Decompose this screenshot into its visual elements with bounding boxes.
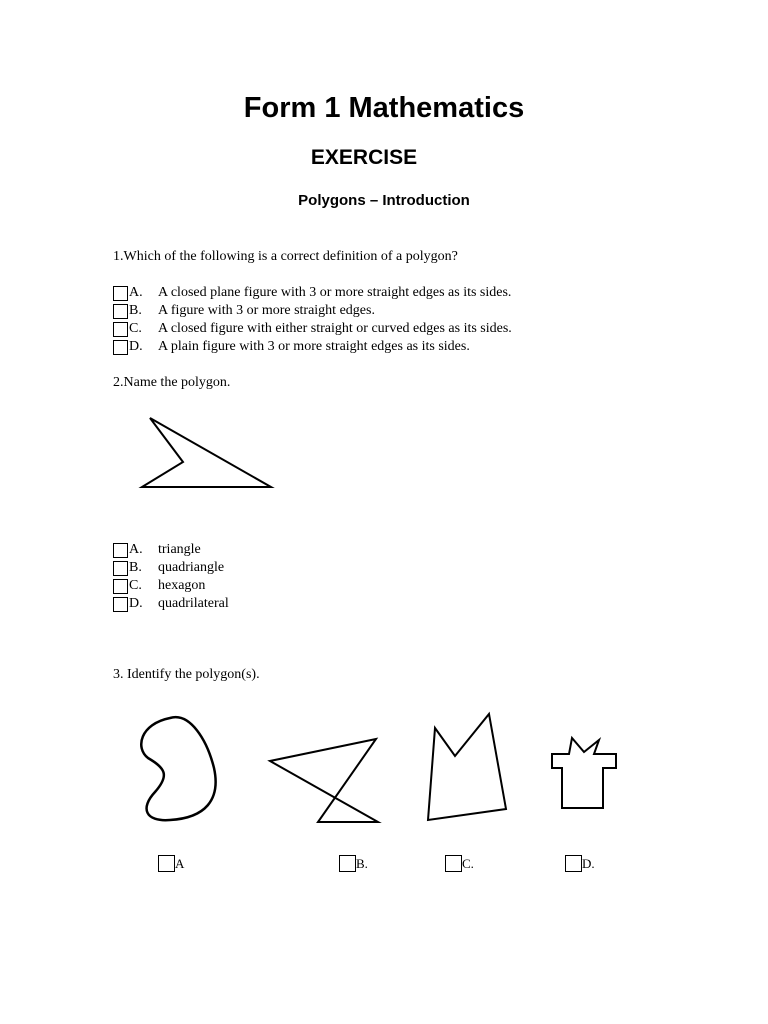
checkbox[interactable] bbox=[113, 340, 128, 355]
checkbox[interactable] bbox=[339, 855, 356, 872]
checkbox[interactable] bbox=[113, 597, 128, 612]
q3-figure-d-shirt-shape bbox=[552, 738, 616, 808]
option-text: A figure with 3 or more straight edges. bbox=[158, 303, 375, 318]
option-letter: B. bbox=[129, 560, 142, 575]
option-text: A plain figure with 3 or more straight edges as its sides. bbox=[158, 339, 470, 354]
q2-option-b[interactable] bbox=[113, 559, 229, 577]
q2-polygon-figure bbox=[142, 418, 271, 487]
question-1-options bbox=[113, 284, 512, 356]
topic-heading: Polygons – Introduction bbox=[298, 192, 470, 209]
option-text: hexagon bbox=[158, 578, 206, 593]
checkbox[interactable] bbox=[445, 855, 462, 872]
option-letter: C. bbox=[129, 578, 142, 593]
option-text: quadriangle bbox=[158, 560, 225, 575]
checkbox[interactable] bbox=[113, 286, 128, 301]
option-text: triangle bbox=[158, 542, 201, 557]
checkbox[interactable] bbox=[113, 561, 128, 576]
option-letter: D. bbox=[582, 855, 595, 871]
checkbox[interactable] bbox=[113, 579, 128, 594]
option-letter: C. bbox=[129, 321, 142, 336]
question-2-options bbox=[113, 541, 229, 613]
option-text: quadrilateral bbox=[158, 596, 229, 611]
option-letter: A bbox=[175, 855, 185, 871]
question-3-text: 3. Identify the polygon(s). bbox=[113, 667, 260, 682]
option-letter: A. bbox=[129, 542, 143, 557]
question-2-text: 2.Name the polygon. bbox=[113, 375, 231, 390]
exercise-heading: EXERCISE bbox=[310, 146, 418, 169]
option-letter: B. bbox=[129, 303, 142, 318]
q3-figure-a-curved-shape bbox=[141, 717, 215, 820]
question-1-text: 1.Which of the following is a correct definition of a polygon? bbox=[113, 249, 458, 264]
option-letter: A. bbox=[129, 285, 143, 300]
option-letter: D. bbox=[129, 596, 143, 611]
q1-option-b[interactable] bbox=[113, 302, 512, 320]
q2-option-c[interactable] bbox=[113, 577, 229, 595]
option-text: A closed figure with either straight or curved edges as its sides. bbox=[158, 321, 512, 336]
q3-option-a[interactable] bbox=[158, 855, 184, 872]
q3-option-d[interactable] bbox=[565, 855, 595, 872]
checkbox[interactable] bbox=[565, 855, 582, 872]
q3-option-b[interactable] bbox=[339, 855, 368, 872]
checkbox[interactable] bbox=[158, 855, 175, 872]
q3-figure-b-crossed-shape bbox=[270, 739, 378, 822]
q3-figure-c-crown-shape bbox=[428, 714, 506, 820]
checkbox[interactable] bbox=[113, 304, 128, 319]
option-letter: D. bbox=[129, 339, 143, 354]
page-title: Form 1 Mathematics bbox=[243, 92, 525, 124]
q1-option-d[interactable] bbox=[113, 338, 512, 356]
q3-option-c[interactable] bbox=[445, 855, 474, 872]
option-letter: B. bbox=[356, 855, 368, 871]
q1-option-a[interactable] bbox=[113, 284, 512, 302]
checkbox[interactable] bbox=[113, 543, 128, 558]
option-letter: C. bbox=[462, 855, 474, 871]
q1-option-c[interactable] bbox=[113, 320, 512, 338]
q2-option-a[interactable] bbox=[113, 541, 229, 559]
checkbox[interactable] bbox=[113, 322, 128, 337]
option-text: A closed plane figure with 3 or more straight edges as its sides. bbox=[158, 285, 512, 300]
q2-option-d[interactable] bbox=[113, 595, 229, 613]
